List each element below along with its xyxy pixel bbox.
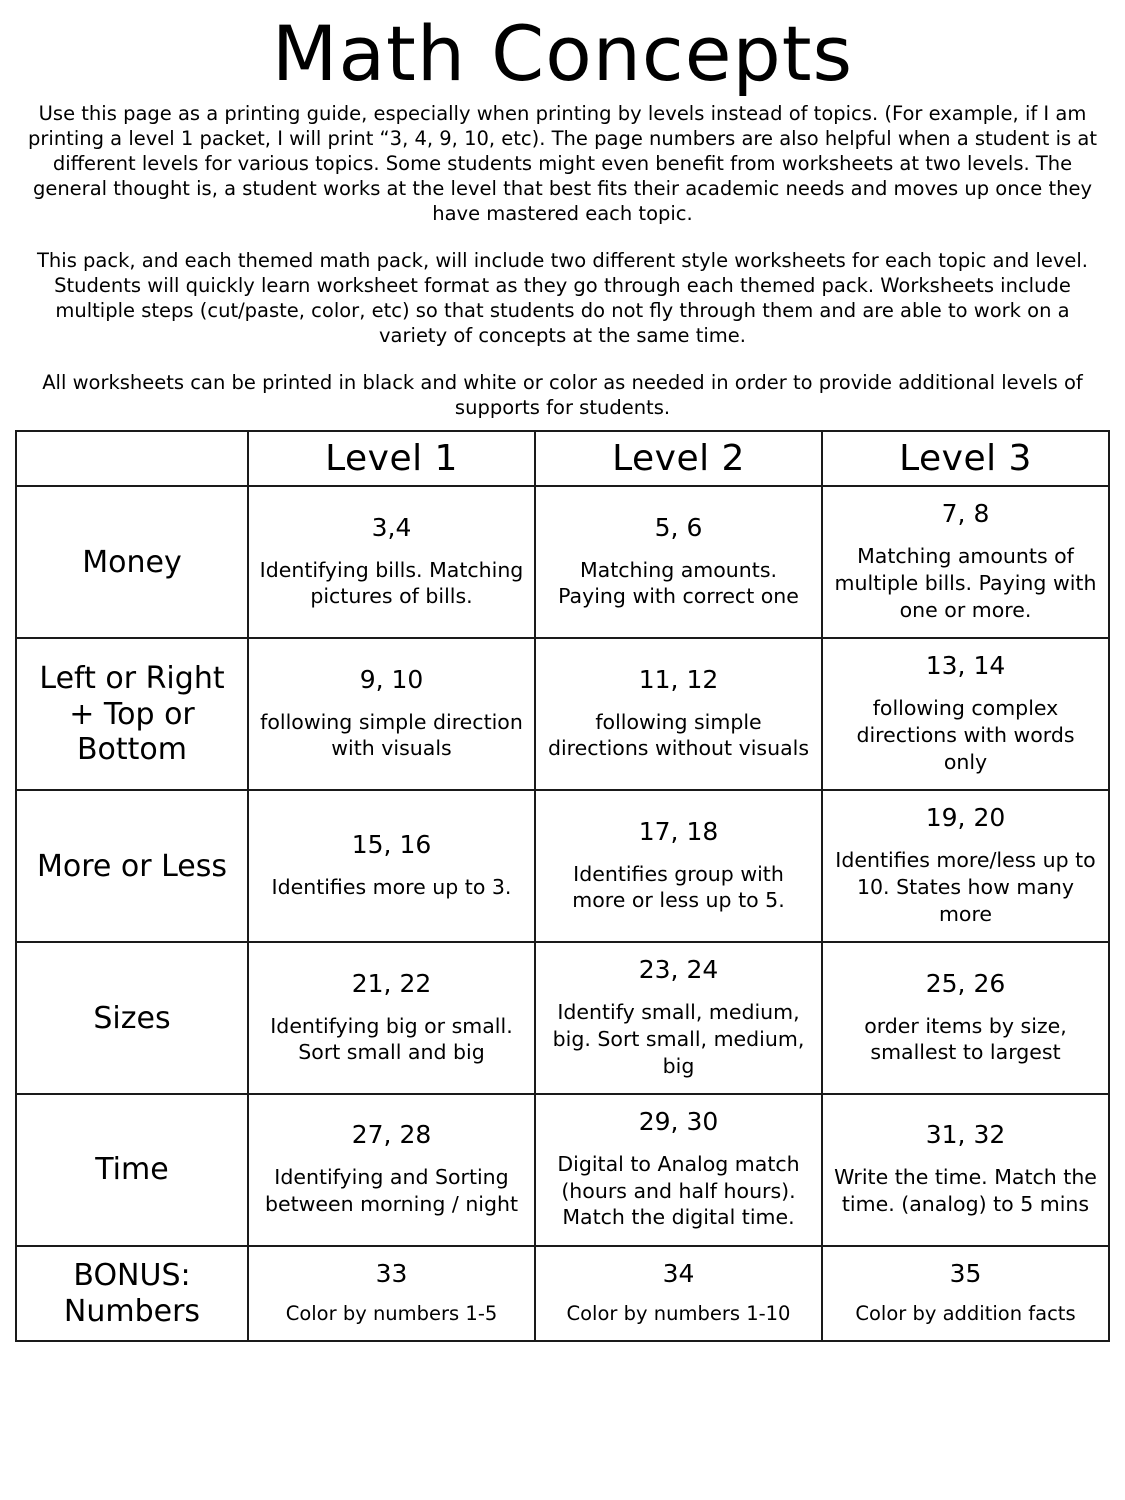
cell-pages: 34 <box>662 1259 695 1289</box>
intro-paragraph-2: This pack, and each themed math pack, will include two different style worksheets for each topic and level. Students will quickly learn worksheet format as they go through each themed pack. Worksheets include multiple steps (cut/paste, color, etc) so that students do not fly through them and are able to work on a variety of concepts at the same time. <box>37 248 1088 347</box>
page-title: Math Concepts <box>271 9 854 98</box>
cell-money-level-2 <box>535 486 822 638</box>
cell-description: Identify small, medium, big. Sort small, medium, big <box>552 1000 805 1078</box>
cell-pages: 7, 8 <box>941 499 990 529</box>
cell-left-right-level-2 <box>535 638 822 790</box>
cell-pages: 29, 30 <box>638 1107 719 1137</box>
cell-description: following simple direction with visuals <box>260 709 523 761</box>
cell-bonus-level-3 <box>822 1246 1109 1341</box>
cell-description: order items by size, smallest to largest <box>864 1013 1067 1065</box>
cell-description: Identifying and Sorting between morning / night <box>264 1165 519 1217</box>
row-label-more-or-less: More or Less <box>16 790 248 942</box>
cell-sizes-level-3 <box>822 942 1109 1094</box>
cell-pages: 3,4 <box>371 512 412 542</box>
cell-bonus-level-1 <box>248 1246 535 1341</box>
column-header-level-2: Level 2 <box>535 431 822 486</box>
table-corner-cell <box>16 431 248 486</box>
cell-description: Digital to Analog match (hours and half hours). Match the digital time. <box>557 1152 800 1230</box>
cell-description: Color by numbers 1-10 <box>566 1302 791 1326</box>
cell-money-level-3 <box>822 486 1109 638</box>
row-label-bonus-numbers: BONUS: Numbers <box>16 1246 248 1341</box>
cell-pages: 31, 32 <box>925 1120 1006 1150</box>
cell-pages: 35 <box>949 1259 982 1289</box>
cell-pages: 17, 18 <box>638 816 719 846</box>
cell-description: Write the time. Match the time. (analog) to 5 mins <box>834 1165 1097 1217</box>
cell-description: Matching amounts of multiple bills. Paying with one or more. <box>834 544 1097 622</box>
cell-description: Identifies group with more or less up to 5. <box>572 861 785 913</box>
table-row <box>16 790 1109 942</box>
cell-pages: 19, 20 <box>925 803 1006 833</box>
cell-pages: 27, 28 <box>351 1120 432 1150</box>
table-row <box>16 638 1109 790</box>
cell-pages: 15, 16 <box>351 829 432 859</box>
cell-pages: 23, 24 <box>638 955 719 985</box>
row-label-time: Time <box>16 1094 248 1246</box>
cell-more-less-level-1 <box>248 790 535 942</box>
cell-description: Color by addition facts <box>855 1302 1076 1326</box>
cell-money-level-1 <box>248 486 535 638</box>
cell-description: following complex directions with words only <box>856 696 1075 774</box>
cell-description: Identifies more up to 3. <box>271 874 512 899</box>
cell-description: Identifying bills. Matching pictures of bills. <box>259 557 524 609</box>
cell-time-level-3 <box>822 1094 1109 1246</box>
cell-sizes-level-1 <box>248 942 535 1094</box>
row-label-left-right-top-bottom: Left or Right + Top or Bottom <box>16 638 248 790</box>
table-row <box>16 942 1109 1094</box>
column-header-level-3: Level 3 <box>822 431 1109 486</box>
cell-pages: 9, 10 <box>359 664 424 694</box>
intro-paragraph-3: All worksheets can be printed in black and white or color as needed in order to provide additional levels of supports for students. <box>42 370 1083 419</box>
table-header-row <box>16 431 1109 486</box>
cell-sizes-level-2 <box>535 942 822 1094</box>
cell-time-level-2 <box>535 1094 822 1246</box>
cell-pages: 25, 26 <box>925 968 1006 998</box>
cell-more-less-level-2 <box>535 790 822 942</box>
cell-bonus-level-2 <box>535 1246 822 1341</box>
cell-left-right-level-1 <box>248 638 535 790</box>
column-header-level-1: Level 1 <box>248 431 535 486</box>
cell-description: Color by numbers 1-5 <box>285 1302 498 1326</box>
row-label-sizes: Sizes <box>16 942 248 1094</box>
cell-pages: 21, 22 <box>351 968 432 998</box>
intro-paragraph-1: Use this page as a printing guide, especially when printing by levels instead of topics. (For example, if I am printing a level 1 packet, I will print “3, 4, 9, 10, etc). The page numbers are also helpful when a student is at different levels for various topics. Some students might even benefit from worksheets at two levels. The general thought is, a student works at the level that best fits their academic needs and moves up once they have mastered each topic. <box>28 102 1097 225</box>
cell-pages: 33 <box>375 1259 408 1289</box>
table-row <box>16 1246 1109 1341</box>
cell-pages: 5, 6 <box>654 512 703 542</box>
cell-pages: 13, 14 <box>925 651 1006 681</box>
cell-time-level-1 <box>248 1094 535 1246</box>
cell-description: Matching amounts. Paying with correct one <box>558 557 799 609</box>
cell-more-less-level-3 <box>822 790 1109 942</box>
cell-description: following simple directions without visuals <box>547 709 810 761</box>
cell-pages: 11, 12 <box>638 664 719 694</box>
table-row <box>16 1094 1109 1246</box>
cell-left-right-level-3 <box>822 638 1109 790</box>
cell-description: Identifying big or small. Sort small and big <box>270 1013 513 1065</box>
cell-description: Identifies more/less up to 10. States how many more <box>835 848 1096 926</box>
table-row <box>16 486 1109 638</box>
levels-table <box>15 430 1110 1342</box>
row-label-money: Money <box>16 486 248 638</box>
